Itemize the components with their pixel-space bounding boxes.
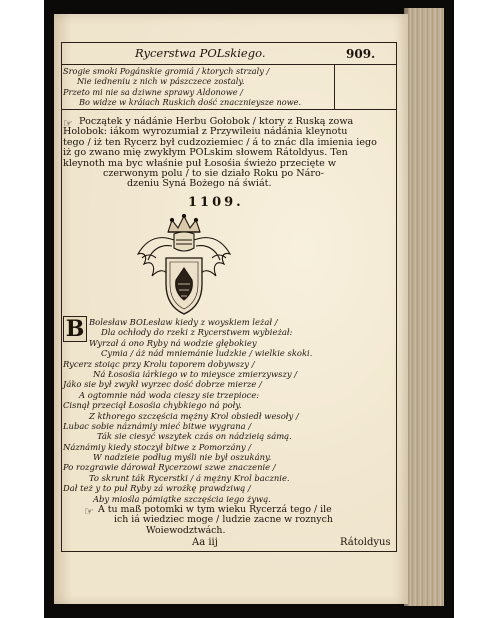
frame-rule-inner-right <box>334 64 335 109</box>
poem-line: Jáko sie był zwykł wyrzec dość dobrze mierze / <box>63 379 262 390</box>
intro-line: czerwonym polu / to sie działo Roku po Náro- <box>103 167 324 179</box>
poem-line: To skrunt ták Rycerstki / á mężny Krol bacznie. <box>89 472 290 483</box>
poem-line: Ná Łosośia iárkiego w to mieysce zmierzywszy / <box>93 368 298 379</box>
year: 1109. <box>188 195 244 210</box>
verse-line: Nie iedneniu z nich w pászczece zostaly. <box>77 76 245 87</box>
intro-line: tego / iż ten Rycerz był cudzoziemiec / á to znác dla imienia iego <box>63 136 377 148</box>
intro-line: dzeniu Syná Bożego ná świát. <box>127 178 272 190</box>
footer-rule <box>61 551 397 552</box>
verse-line: Srogie smoki Pogánskie gromiá / ktorych strzaly / <box>63 66 270 76</box>
verse-line: Bo widze w kráiach Ruskich dość znacznieysze nowe. <box>79 97 302 108</box>
note-line: ich iá wiedziec moge / ludzie zacne w roznych <box>114 514 333 526</box>
intro-line: iż go zwano mię zwykłym POLskim słowem Rátoldyus. Ten <box>63 147 348 159</box>
poem-line: Aby miośla pámiątke szczęścia iego żywą. <box>93 493 271 504</box>
poem-line: Lubac sobie náznámiy mieć bitwe wygrana / <box>63 420 252 431</box>
poem-line: Náznámiy kiedy stoczył bitwe z Pomorzány / <box>63 441 252 452</box>
poem-line: Rycerz stoiąc przy Krolu toporem dobywszy / <box>63 358 255 369</box>
pointing-hand-icon: ☞ <box>84 505 94 518</box>
intro-line: Holobok: iákom wyrozumiał z Przywileiu nádánia kleynotu <box>63 126 348 138</box>
poem <box>63 318 312 505</box>
poem-line: Po rozgrawie dárował Rycerzowi szwe znaczenie / <box>63 462 276 473</box>
poem-line: Cisnął przeciął Łosośia chybkiego ná poły. <box>63 400 242 411</box>
verse-line: Przeto mi nie sa dziwne sprawy Aldonowe / <box>63 86 243 97</box>
top-verse <box>63 67 301 109</box>
intro-paragraph <box>63 117 377 190</box>
frame-rule-right <box>396 42 397 552</box>
pointing-hand-icon: ☞ <box>63 117 73 130</box>
poem-line: Dla ochłody do rzeki z Rycerstwem wybieżał: <box>101 327 293 338</box>
poem-line: W nadzieie podług myśli nie był oszukány. <box>93 452 272 463</box>
frame-rule-left <box>61 42 62 552</box>
poem-line: Bolesław BOLesław kiedy z woyskiem leżał / <box>89 317 278 327</box>
page-edges <box>404 8 444 606</box>
signature-mark: Aa iij <box>192 537 218 548</box>
poem-line: Cymia / áż nád mniemánie ludzkie / wielkie skoki. <box>101 348 313 359</box>
poem-line: Ták sie ciesyć wszytek czás on nádzieią sámą. <box>97 431 292 442</box>
poem-line: Z kthorego szczęścia mężny Krol obsiedł wesoły / <box>89 410 299 421</box>
header-rule-bottom <box>61 64 397 65</box>
section-rule <box>61 109 397 110</box>
page-number: 909. <box>346 47 376 61</box>
catchword: Rátoldyus <box>340 537 391 548</box>
drop-cap-letter: B <box>65 316 85 342</box>
poem-line: Dał też y to puł Ryby zá wrożkę prawdziwą / <box>63 483 251 494</box>
poem-line: Wyrzał á ono Ryby ná wodzie głębokiey <box>89 337 257 348</box>
poem-line: A ogtomnie nád woda cieszy sie trzepioce: <box>79 389 260 400</box>
coat-of-arms-icon <box>128 210 240 320</box>
intro-line: kleynoth ma byc właśnie puł Łosośia świeżo przecięte w <box>63 157 337 169</box>
bottom-note <box>98 505 333 536</box>
running-title: Rycerstwa POLskiego. <box>135 46 266 60</box>
header-rule-top <box>61 42 397 43</box>
note-line: Woiewodztwách. <box>146 524 226 536</box>
intro-line: Początek y nádánie Herbu Gołobok / ktory z Ruską zowa <box>79 116 354 127</box>
note-line: A tu maß potomki w tym wieku Rycerzá tego / ile <box>98 504 332 515</box>
